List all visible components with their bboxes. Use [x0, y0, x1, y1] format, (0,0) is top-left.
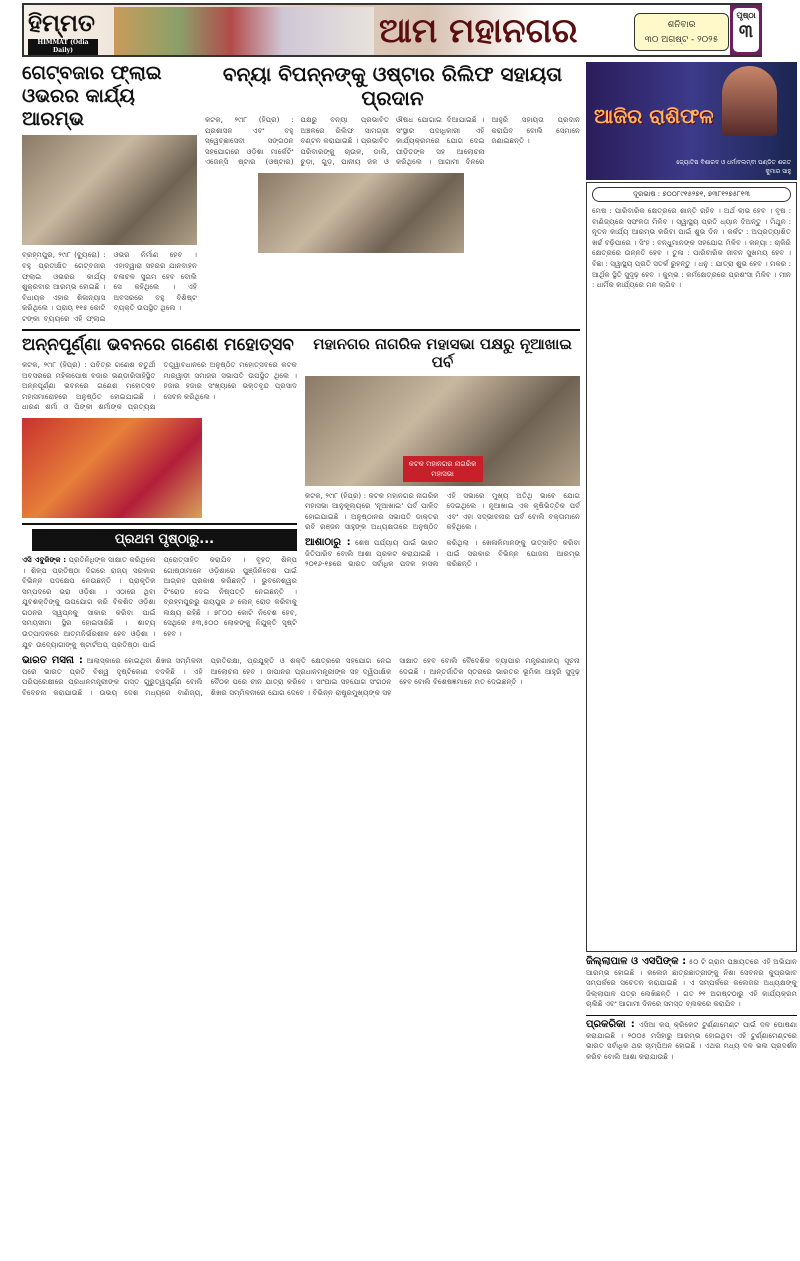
relief-headline: ବନ୍ୟା ବିପନ୍ନଙ୍କୁ ଓଷ୍ଟାର ରିଲିଫ ସହାୟତା ପ୍ରଦାନ [222, 62, 563, 110]
masthead [22, 3, 762, 57]
horoscope-box [586, 182, 797, 952]
from-front-kicker: ଏସି ଏବୁଜିଙ୍କ : [22, 554, 67, 564]
divider [22, 329, 580, 331]
right-middle-column [305, 335, 580, 651]
nuakhai-body: କଟକ, ୨୯ା୮ (ହିପ୍ର) : କଟକ ମହାନଗର ନାଗରିକ ମହାସଭା ଆନୁକୂଲ୍ୟରେ 'ନୂଆଖାଇ' ପର୍ବ ପାଳିତ ହୋଇଯାଇଛି । ଅନୁଷ୍ଠାନର ସଭାପତି ଡାକ୍ତର ରବି ରଞ୍ଜନ ସାହୁଙ୍କ ଅଧ୍ୟକ୍ଷତାରେ ଅନୁଷ୍ଠିତ ଏହି ସଭାରେ ମୁଖ୍ୟ ଅତିଥି ଭାବେ ଯୋଗ ଦେଇଥିଲେ । ନୂଆଖାଇ ଏକ କୃଷିଭିତ୍ତିକ ପର୍ବ ଏବଂ ଏହା ସଦ୍‌ଭାବନାର ପର୍ବ ବୋଲି ବକ୍ତାମାନେ କହିଥିଲେ । [305, 490, 580, 532]
date: ୩୦ ଅଗଷ୍ଟ - ୨୦୨୫ [644, 35, 719, 45]
ganesh-body: କଟକ, ୨୯ା୮ (ହିପ୍ର) : ପବିତ୍ର ଗଣେଶ ଚତୁର୍ଥୀ ଅବସରରେ ମହିଳାପୋଷ ବଜାର ଭଣ୍ଡାରିସାହିସ୍ଥିତ ଅନ୍ନପୂର୍ଣ୍ଣା ଭବନରେ ଗଣେଶ ମହୋତ୍ସବ ମହାସମାରୋହରେ ଅନୁଷ୍ଠିତ ହୋଇଯାଇଛି । ଧାରଣ ଶର୍ମା ଓ ପିଙ୍କୀ ଶର୍ମାଙ୍କ ପ୍ରତ୍ୟକ୍ଷ ତତ୍ତ୍ୱାବଧାନରେ ଅନୁଷ୍ଠିତ ମହୋତ୍ସବରେ କଟକ ମାରୱାଡ଼ୀ ସମାଜର ସଭାପତି ଉପସ୍ଥିତ ଥିଲେ । ହଜାର ହଜାର ସଂଖ୍ୟାରେ ଭକ୍ତବୃନ୍ଦ ପ୍ରସାଦ ସେବନ କରିଥିଲେ । [22, 359, 297, 412]
cricket-body: ଏସିଆ କପ୍ କ୍ରିକେଟ ଟୁର୍ଣ୍ଣାମେଣ୍ଟ ପାଇଁ ଦଳ ଘୋଷଣା କରାଯାଇଛି । ୨୦୦୫ ମସିହାରୁ ଆରମ୍ଭ ହୋଇଥିବା ଏହି ଟୁର୍ଣ୍ଣାମେଣ୍ଟରେ ଭାରତ ସର୍ବାଧିକ ଥର ଚାମ୍ପିଅନ ହୋଇଛି । ଏଥର ମଧ୍ୟ ଦଳ ଭଲ ପ୍ରଦର୍ଶନ କରିବ ବୋଲି ଆଶା କରାଯାଉଛି । [586, 1019, 797, 1061]
horoscope-banner [586, 62, 797, 180]
logo [28, 9, 108, 53]
horoscope-body: ମେଷ : ପାରିବାରିକ କ୍ଷେତ୍ରରେ ଶାନ୍ତି ରହିବ । ଅର୍ଥ ଲାଭ ହେବ । ବୃଷ : ବାଣିଜ୍ୟରେ ସଫଳତା ମିଳିବ । ସ୍ୱାସ୍ଥ୍ୟ ପ୍ରତି ଧ୍ୟାନ ଦିଅନ୍ତୁ । ମିଥୁନ : ନୂତନ କାର୍ଯ୍ୟ ଆରମ୍ଭ କରିବା ପାଇଁ ଶୁଭ ଦିନ । କର୍କଟ : ଅପ୍ରତ୍ୟାଶିତ ଖର୍ଚ୍ଚ ବଢ଼ିପାରେ । ସିଂହ : ବନ୍ଧୁମାନଙ୍କ ସହଯୋଗ ମିଳିବ । କନ୍ୟା : ଚାକିରି କ୍ଷେତ୍ରରେ ଉନ୍ନତି ହେବ । ତୁଳା : ପାରିବାରିକ ଜୀବନ ସୁଖମୟ ହେବ । ବିଛା : ସ୍ୱାସ୍ଥ୍ୟ ପ୍ରତି ସତର୍କ ରୁହନ୍ତୁ । ଧନୁ : ଯାତ୍ରା ଶୁଭ ହେବ । ମକର : ଆର୍ଥିକ ସ୍ଥିତି ସୁଦୃଢ଼ ହେବ । କୁମ୍ଭ : କର୍ମକ୍ଷେତ୍ରରେ ପ୍ରଶଂସା ମିଳିବ । ମୀନ : ଧାର୍ମିକ କାର୍ଯ୍ୟରେ ମନ ଲାଗିବ । [592, 206, 791, 290]
from-front-body [22, 555, 297, 650]
relief-photo [258, 173, 464, 253]
flyover-story [22, 62, 197, 325]
day: ଶନିବାର [667, 20, 696, 30]
masthead-photo-collage [114, 7, 374, 55]
left-middle-column [22, 335, 297, 651]
from-front-text: ପ୍ରତିନିଧିଙ୍କ ସାକ୍ଷାତ କରିଥିଲେ । ଶିଳ୍ପ ପ୍ରତିଷ୍ଠା ଦିଗରେ ରାଜ୍ୟ ସରକାର ବିଭିନ୍ନ ପଦକ୍ଷେପ ନେଉଛନ୍ତି । ପ୍ରାକୃତିକ ସମ୍ପଦରେ ଭରା ଓଡ଼ିଶା । ଏଠାରେ ଥିବା ଯୁବଶକ୍ତିଙ୍କୁ ଉପଯୋଗ କରି ବିକଶିତ ଓଡ଼ିଶା ଗଠନର ସ୍ୱପ୍ନକୁ ସାକାର କରିବା ପାଇଁ ସମୟସୀମା ସ୍ଥିର ହୋଇସାରିଛି । ଶାଟ୍ୟ ଉତ୍ପାଦନରେ ଆତ୍ମନିର୍ଭରଶୀଳ ହେବ ଓଡ଼ିଶା । ଯୁବ ଉଦ୍ୟୋଗୀଙ୍କୁ ଷ୍ଟାର୍ଟଅପ୍ ପ୍ରତିଷ୍ଠା ପାଇଁ ପ୍ରୋତ୍ସାହିତ କରାଯିବ । ବୃହତ୍ ଶିଳ୍ପ ଗୋଷ୍ଠୀମାନେ ଓଡ଼ିଶାରେ ପୁଞ୍ଜିନିବେଶ ପାଇଁ ଆଗ୍ରହ ପ୍ରକାଶ କରିଛନ୍ତି । ଭୁବନେଶ୍ୱର ଟିଂରୋଡ ଦେଇ ନିଷ୍ପତ୍ତି ନେଇଛନ୍ତି । ବ୍ରହ୍ମପୁରରୁ ରାୟପୁର ୬ ଲେନ୍ ରୋଡ କରିବାକୁ ଲକ୍ଷ୍ୟ ରହିଛି । ୭୮୦୦ କୋଟି ନିବେଶ ହେବ, ସେଥିରେ ୫୩,୫୦୦ ଲୋକଙ୍କୁ ନିଯୁକ୍ତି ସୃଷ୍ଟି ହେବ । [22, 554, 297, 649]
flyover-photo [22, 135, 197, 245]
divider [22, 523, 297, 525]
astrologer-photo [722, 66, 777, 136]
collector-body: ୫୦ ଟି ଗ୍ରାମ ପଞ୍ଚାୟତରେ ଏହି ଅଭିଯାନ ଆରମ୍ଭ ହୋଇଛି । କଲେଜ ଛାତ୍ରଛାତ୍ରୀଙ୍କୁ ନିଶା ସେବନର କୁପ୍ରଭାବ ସମ୍ପର୍କରେ ସଚେତନ କରାଯାଇଛି । ଏ ସମ୍ପର୍କରେ କଲେଜର ଅଧ୍ୟକ୍ଷଙ୍କୁ ଜିଲ୍ଲାପାଳ ପତ୍ର ଲେଖିଛନ୍ତି । ଗତ ୨୧ ଅଗଷ୍ଟଠାରୁ ଏହି କାର୍ଯ୍ୟକ୍ରମ ଚାଲିଛି ଏବଂ ଆଗାମୀ ଦିନରେ ସମସ୍ତ ବ୍ଲକରେ କରାଯିବ । [586, 957, 797, 1009]
flyover-body: ବ୍ରହ୍ମପୁର, ୨୯ା୮ (ବ୍ୟୁରୋ) : ବହୁ ପ୍ରତୀକ୍ଷିତ ଗେଟ୍‌ବଜାର ଫ୍ଲାଇ ଓଭରର କାର୍ଯ୍ୟ ଶୁକ୍ରବାର ଆରମ୍ଭ ହୋଇଛି । ବିଧାୟକ ଏହାର ଶିଳାନ୍ୟାସ କରିଥିଲେ । ପ୍ରାୟ ୧୧୫ କୋଟି ଟଙ୍କା ବ୍ୟୟରେ ଏହି ଫ୍ଲାଇ ଓଭର ନିର୍ମାଣ ହେବ । ଏହାଦ୍ୱାରା ସହରର ଯାନବାହନ ଚଳାଚଳ ସୁଗମ ହେବ ବୋଲି ସେ କହିଥିଲେ । ଏହି ଅବସରରେ ବହୁ ବିଶିଷ୍ଟ ବ୍ୟକ୍ତି ଉପସ୍ଥିତ ଥିଲେ । [22, 250, 197, 323]
horoscope-title: ଆଜିର ରାଶିଫଳ [594, 104, 714, 128]
page-label: ପୃଷ୍ଠା [736, 11, 756, 20]
bharat-body: ଆଲାସ୍କାରେ ହୋଇଥିବା ଶିଖର ସମ୍ମିଳନୀ ପରେ ଭାରତ ପ୍ରତି ବିଶ୍ୱ ଦୃଷ୍ଟିକୋଣ ବଦଳିଛି । ଏହି ପରିପ୍ରେକ୍ଷୀରେ ପ୍ରଧାନମନ୍ତ୍ରୀଙ୍କ ଗସ୍ତ ଗୁରୁତ୍ୱପୂର୍ଣ୍ଣ ବୋଲି ବିବେଚନା କରାଯାଉଛି । ଉଭୟ ଦେଶ ମଧ୍ୟରେ ବାଣିଜ୍ୟ, ପ୍ରତିରକ୍ଷା, ପ୍ରଯୁକ୍ତି ଓ ଶକ୍ତି କ୍ଷେତ୍ରରେ ସହଯୋଗ ନେଇ ଆଲୋଚନା ହେବ । ଜାପାନର ପ୍ରଧାନମନ୍ତ୍ରୀଙ୍କ ସହ ଦ୍ୱିପାକ୍ଷିକ ବୈଠକ ପରେ ଚୀନ ଯାତ୍ରା କରିବେ । ସାଂଘାଇ ସହଯୋଗ ସଂଗଠନ ଶିଖର ସମ୍ମିଳନୀରେ ଯୋଗ ଦେବେ । ବିଭିନ୍ନ ରାଷ୍ଟ୍ରମୁଖ୍ୟଙ୍କ ସହ ସାକ୍ଷାତ ହେବ ବୋଲି ବୈଦେଶିକ ବ୍ୟାପାର ମନ୍ତ୍ରଣାଳୟ ସୂଚନା ଦେଇଛି । ଆନ୍ତର୍ଜାତିକ ସ୍ତରରେ ଭାରତର ଭୂମିକା ଆହୁରି ସୁଦୃଢ଼ ହେବ ବୋଲି ବିଶେଷଜ୍ଞମାନେ ମତ ଦେଇଛନ୍ତି । [22, 656, 580, 698]
page-number-box [730, 5, 762, 55]
page-number: ୩ [738, 21, 754, 42]
relief-body: କଟକ, ୨୯ା୮ (ହିପ୍ର) : ପ୍ରଶାସନ ଏବଂ ବହୁ ସ୍ୱେଚ୍ଛାସେବୀ ସଙ୍ଗଠନ ସହଯୋଗରେ ଓଡ଼ିଶା ମାର୍କେଟିଂ ଏଜେନ୍ସି ଷ୍ଟାର (ଓଷ୍ଟାର) ପକ୍ଷରୁ ବନ୍ୟା ପ୍ରଭାବିତ ଅଞ୍ଚଳରେ ରିଲିଫ ସାମଗ୍ରୀ ବଣ୍ଟନ କରାଯାଇଛି । ପ୍ରଭାବିତ ପରିବାରଙ୍କୁ ଚାଉଳ, ଡାଲି, ଚୁଡ଼ା, ଗୁଡ଼, ପାନୀୟ ଜଳ ଓ ଔଷଧ ଯୋଗାଇ ଦିଆଯାଇଛି । ସଂସ୍ଥାର ପଦାଧିକାରୀ ଏହି କାର୍ଯ୍ୟକ୍ରମରେ ଯୋଗ ଦେଇ ପୀଡ଼ିତଙ୍କ ସହ ଆଲୋଚନା କରିଥିଲେ । ଆଗାମୀ ଦିନରେ ଆହୁରି ସହାୟତା ପ୍ରଦାନ କରାଯିବ ବୋଲି ସେମାନେ ଜଣାଇଛନ୍ତି । [205, 115, 580, 167]
logo-subtitle: HIMMAT (Odia Daily) [28, 39, 98, 55]
sports-kicker: ଆଶାଠାରୁ : [305, 536, 351, 548]
ganesh-photo [22, 418, 202, 518]
bharat-story [22, 656, 580, 698]
collector-kicker: ଜିଲ୍ଲାପାଳ ଓ ଏସପିଙ୍କ : [586, 956, 687, 967]
nuakhai-headline: ମହାନଗର ନାଗରିକ ମହାସଭା ପକ୍ଷରୁ ନୂଆଖାଇ ପର୍ବ [313, 334, 572, 371]
horoscope-credit: ଜ୍ୟୋତିଷ ବିଶାରଦ ଓ ଧର୍ମାବଲମ୍ବୀ ପଣ୍ଡିତ ଶରତ କୁମାର ସାହୁ [676, 159, 791, 175]
date-box [634, 13, 729, 51]
sports-body: ଶେଷ ପର୍ଯ୍ୟାୟ ପାଇଁ ଭାରତ ଜିତିପାରିବ ବୋଲି ଆଶା ପ୍ରକଟ କରାଯାଇଛି । ୨୦୧୬-୧୭ରେ ଭାରତ ସର୍ବାଧିକ ପଦକ ହାସଲ କରିଥିଲା । ଖେଳାଳିମାନଙ୍କୁ ଉତ୍ସାହିତ କରିବା ପାଇଁ ସରକାର ବିଭିନ୍ନ ଯୋଜନା ଆରମ୍ଭ କରିଛନ୍ତି । [305, 537, 580, 569]
main-area [22, 62, 580, 1062]
flyover-headline: ଗେଟ୍‌ବଜାର ଫ୍ଲାଇ ଓଭରର କାର୍ଯ୍ୟ ଆରମ୍ଭ [22, 62, 162, 130]
nuakhai-photo [305, 376, 580, 486]
relief-story [205, 62, 580, 325]
cricket-story [586, 1020, 797, 1062]
ganesh-headline: ଅନ୍ନପୂର୍ଣ୍ଣା ଭବନରେ ଗଣେଶ ମହୋତ୍ସବ [22, 334, 294, 355]
page-layout [22, 62, 798, 1062]
from-front-page-bar: ପ୍ରଥମ ପୃଷ୍ଠାରୁ... [32, 529, 297, 551]
bharat-kicker: ଭାରତ ମସନା : [22, 655, 83, 667]
photo-banner: କଟକ ମହାନଗର ନାଗରିକ ମହାସଭା [403, 456, 483, 482]
collector-story [586, 957, 797, 1010]
section-title: ଆମ ମହାନଗର [379, 11, 578, 51]
top-row [22, 62, 580, 325]
logo-text: ହିମ୍ମତ [28, 8, 96, 37]
middle-row [22, 335, 580, 651]
horoscope-phone: ଦୂରଭାଷ : ୭୦୦୮୯୧୫୨୭୧, ୭୩୮୧୨୭୫୮୧୩ [592, 187, 791, 202]
cricket-kicker: ପ୍ରକରିକା : [586, 1018, 635, 1030]
sports-story [305, 538, 580, 570]
divider [586, 1015, 797, 1016]
right-sidebar [586, 62, 797, 1062]
